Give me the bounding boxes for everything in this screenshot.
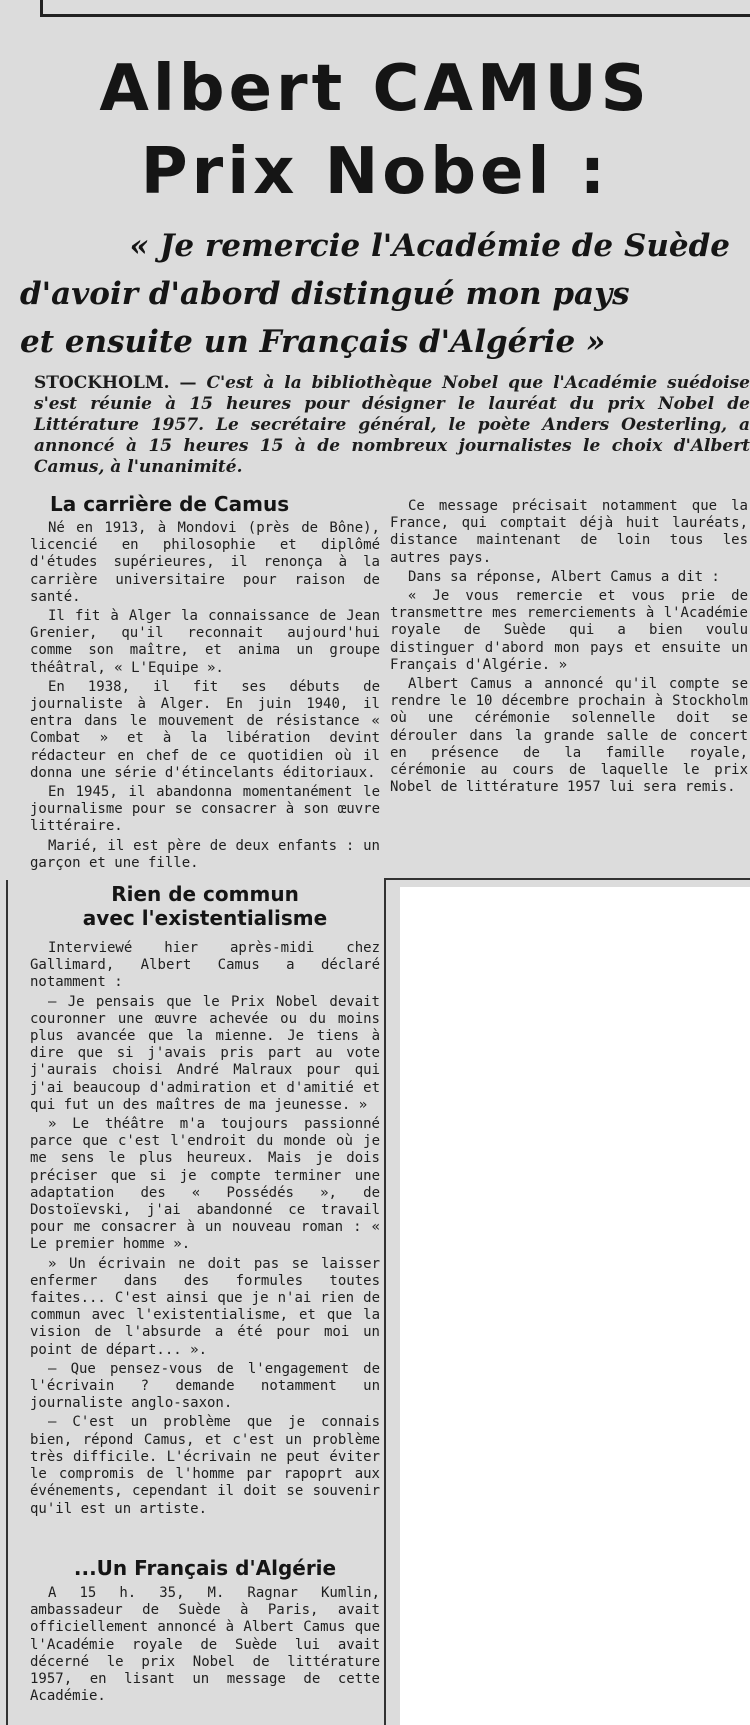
career-paragraph: En 1938, il fit ses débuts de journaliste à Alger. En juin 1940, il entra dans le mouvement de résistance « Combat » et à la libération devint rédacteur en chef de ce quotidien où il donna une série d'étincelants éditoriaux. bbox=[30, 678, 380, 781]
message-column bbox=[390, 498, 748, 798]
career-column bbox=[30, 520, 380, 874]
interview-paragraph: — C'est un problème que je connais bien, répond Camus, et c'est un problème très difficile. L'écrivain ne peut éviter le compromis de l'homme par rapoprt aux événements, cependant il doit se souvenir qu'il est un artiste. bbox=[30, 1414, 380, 1517]
section-title-existentialism bbox=[30, 882, 380, 930]
algeria-paragraph: A 15 h. 35, M. Ragnar Kumlin, ambassadeur de Suède à Paris, avait officiellement annoncé à Albert Camus que l'Académie royale de Suède lui avait décerné le prix Nobel de littérature 1957, en lisant un message de cette Académie. bbox=[30, 1585, 380, 1705]
headline-line-2: Prix Nobel : bbox=[140, 135, 610, 209]
career-paragraph: En 1945, il abandonna momentanément le journalisme pour se consacrer à son œuvre littéraire. bbox=[30, 784, 380, 835]
message-paragraph: « Je vous remercie et vous prie de transmettre mes remerciements à l'Académie royale de Suède qui a bien voulu distinguer d'abord mon pays et ensuite un Français d'Algérie. » bbox=[390, 588, 748, 673]
quote-line-3 bbox=[20, 318, 730, 366]
blank-area bbox=[400, 887, 750, 1725]
section-title-algeria: ...Un Français d'Algérie bbox=[73, 1556, 337, 1580]
interview-paragraph: — Que pensez-vous de l'engagement de l'écrivain ? demande notamment un journaliste anglo-saxon. bbox=[30, 1360, 380, 1412]
interview-paragraph: » Un écrivain ne doit pas se laisser enfermer dans des formules toutes faites... C'est ainsi que je n'ai rien de commun avec l'existentialisme, et que la vision de l'absurde a été pour moi un point de départ... ». bbox=[30, 1255, 380, 1358]
message-paragraph: Albert Camus a annoncé qu'il compte se rendre le 10 décembre prochain à Stockholm où une cérémonie solennelle doit se dérouler dans la grande salle de concert en présence de la famille royale, cérémonie au cours de laquelle le prix Nobel de littérature 1957 lui sera remis. bbox=[390, 676, 748, 796]
career-paragraph: Marié, il est père de deux enfants : un garçon et une fille. bbox=[30, 837, 380, 871]
column-divider-rule bbox=[384, 878, 386, 1725]
algeria-column bbox=[30, 1585, 380, 1707]
interview-column bbox=[30, 940, 380, 1520]
career-paragraph: Né en 1913, à Mondovi (près de Bône), licencié en philosophie et diplômé d'études supérieures, il renonça à la carrière universitaire pour raison de santé. bbox=[30, 520, 380, 605]
quote-line-1 bbox=[20, 222, 730, 270]
section-title-existentialism-line-1: Rien de commun bbox=[111, 882, 299, 906]
section-title-career: La carrière de Camus bbox=[50, 492, 290, 516]
interview-paragraph: — Je pensais que le Prix Nobel devait couronner une œuvre achevée ou du moins plus avancée que la mienne. Je tiens à dire que si j'avais pris part au vote j'aurais choisi André Malraux pour qui j'ai beaucoup d'admiration et d'amitié et qui fut un des maîtres de ma jeunesse. » bbox=[30, 993, 380, 1113]
message-paragraph: Ce message précisait notamment que la France, qui comptait déjà huit lauréats, distance maintenant de loin tous les autres pays. bbox=[390, 498, 748, 566]
dateline: STOCKHOLM. — bbox=[34, 373, 207, 393]
quote-line-2-text: d'avoir d'abord distingué mon pays bbox=[20, 276, 630, 312]
section-title-existentialism-line-2: avec l'existentialisme bbox=[82, 906, 328, 930]
quote-line-1-text: « Je remercie l'Académie de Suède bbox=[129, 228, 730, 264]
lead-text: C'est à la bibliothèque Nobel que l'Académie suédoise s'est réunie à 15 heures pour désigner le lauréat du prix Nobel de Littérature 1957. Le secrétaire général, le poète Anders Oesterling, a annoncé à 15 heures 15 à de nombreux journalistes le choix d'Albert Camus, à l'unanimité. bbox=[34, 373, 750, 477]
interview-paragraph: » Le théâtre m'a toujours passionné parce que c'est l'endroit du monde où je me sens le plus heureux. Mais je dois préciser que si je compte terminer une adaptation des « Possédés », de Dostoïevski, j'ai abandonné ce travail pour me consacrer à un nouveau roman : « Le premier homme ». bbox=[30, 1116, 380, 1253]
interview-paragraph: Interviewé hier après-midi chez Gallimard, Albert Camus a déclaré notamment : bbox=[30, 940, 380, 991]
quote-line-2 bbox=[20, 270, 730, 318]
top-border-rule bbox=[40, 0, 750, 17]
quote-line-3-text: et ensuite un Français d'Algérie » bbox=[20, 324, 606, 360]
headline-line-1: Albert CAMUS bbox=[99, 52, 651, 126]
lead-paragraph bbox=[34, 373, 750, 478]
message-paragraph: Dans sa réponse, Albert Camus a dit : bbox=[408, 568, 720, 585]
right-column-bottom-rule bbox=[384, 878, 750, 880]
career-paragraph: Il fit à Alger la connaissance de Jean Grenier, qu'il reconnait aujourd'hui comme son maître, et anima un groupe théâtral, « L'Equipe ». bbox=[30, 608, 380, 676]
left-column-rule bbox=[6, 880, 8, 1725]
